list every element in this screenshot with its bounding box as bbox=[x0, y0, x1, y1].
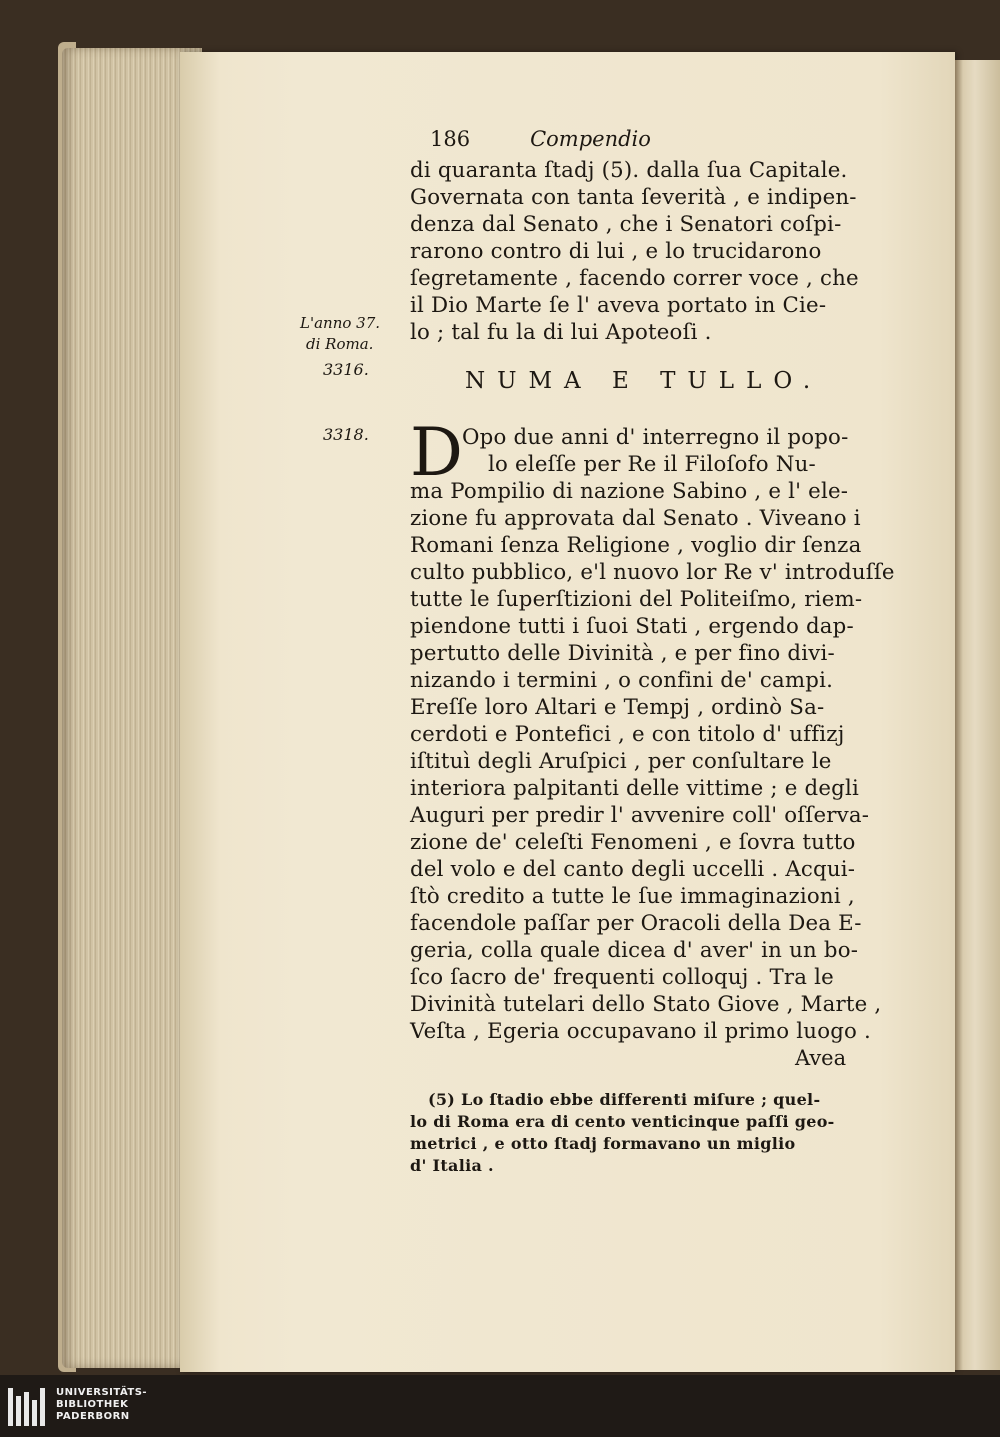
facing-page-edge bbox=[955, 60, 1000, 1370]
body-line: geria, colla quale dicea d' aver' in un bo- bbox=[410, 938, 859, 963]
body-line: zione fu approvata dal Senato . Viveano i bbox=[410, 506, 861, 531]
margin-year: 3316. bbox=[323, 360, 369, 379]
body-line: lo eleſſe per Re il Filoſofo Nu- bbox=[488, 452, 816, 477]
body-line: rarono contro di lui , e lo trucidarono bbox=[410, 239, 822, 264]
running-title: Compendio bbox=[530, 127, 651, 151]
body-line: del volo e del canto degli uccelli . Acqui- bbox=[410, 857, 856, 882]
catchword: Avea bbox=[795, 1046, 847, 1070]
body-line: nizando i termini , o confini de' campi. bbox=[410, 668, 834, 693]
margin-note-rome: di Roma. bbox=[306, 335, 374, 353]
body-line: ſco ſacro de' frequenti colloquj . Tra le bbox=[410, 965, 834, 990]
body-line: Opo due anni d' interregno il popo- bbox=[462, 425, 849, 450]
page-number: 186 bbox=[430, 127, 471, 151]
body-line: ma Pompilio di nazione Sabino , e l' ele- bbox=[410, 479, 849, 504]
body-line: Romani ſenza Religione , voglio dir ſenza bbox=[410, 533, 862, 558]
body-line: zione de' celeſti Fenomeni , e ſovra tutto bbox=[410, 830, 856, 855]
body-line: cerdoti e Pontefici , e con titolo d' uffizj bbox=[410, 722, 845, 747]
body-line: piendone tutti i ſuoi Stati , ergendo dap- bbox=[410, 614, 854, 639]
body-line: pertutto delle Divinità , e per fino divi- bbox=[410, 641, 835, 666]
body-line: Auguri per predir l' avvenire coll' oſſerva- bbox=[410, 803, 870, 828]
body-line: Governata con tanta ſeverità , e indipen- bbox=[410, 185, 857, 210]
footnote-line: lo di Roma era di cento venticinque paſſi geo- bbox=[410, 1112, 835, 1131]
body-line: Divinità tutelari dello Stato Giove , Marte , bbox=[410, 992, 882, 1017]
body-line: culto pubblico, e'l nuovo lor Re v' introduſſe bbox=[410, 560, 895, 585]
body-line: Ereſſe loro Altari e Tempj , ordinò Sa- bbox=[410, 695, 825, 720]
body-line: denza dal Senato , che i Senatori coſpi- bbox=[410, 212, 842, 237]
body-line: ſegretamente , facendo correr voce , che bbox=[410, 266, 859, 291]
running-header bbox=[430, 127, 651, 151]
body-line: tutte le ſuperſtizioni del Politeiſmo, riem- bbox=[410, 587, 863, 612]
body-line: ſtò credito a tutte le ſue immaginazioni , bbox=[410, 884, 855, 909]
logo-line: BIBLIOTHEK bbox=[56, 1399, 129, 1410]
body-line: di quaranta ſtadj (5). dalla ſua Capitale. bbox=[410, 158, 848, 183]
body-line: facendole paſſar per Oracoli della Dea E- bbox=[410, 911, 862, 936]
library-logo-text bbox=[56, 1387, 147, 1423]
section-heading: NUMA E TULLO. bbox=[465, 368, 823, 394]
logo-line: UNIVERSITÄTS- bbox=[56, 1387, 148, 1398]
library-logo-icon bbox=[8, 1388, 52, 1426]
margin-year: 3318. bbox=[323, 425, 369, 444]
drop-cap: D bbox=[410, 414, 463, 491]
body-line: Veſta , Egeria occupavano il primo luogo . bbox=[410, 1019, 872, 1044]
footnote-line: (5) Lo ſtadio ebbe differenti miſure ; quel- bbox=[428, 1090, 821, 1109]
margin-note-year: L'anno 37. bbox=[300, 314, 381, 332]
body-line: il Dio Marte ſe l' aveva portato in Cie- bbox=[410, 293, 827, 318]
logo-line: PADERBORN bbox=[56, 1411, 130, 1422]
body-line: interiora palpitanti delle vittime ; e degli bbox=[410, 776, 860, 801]
footer-strip bbox=[0, 1375, 1000, 1437]
body-line: lo ; tal fu la di lui Apoteoſi . bbox=[410, 320, 712, 345]
footnote-line: d' Italia . bbox=[410, 1156, 494, 1175]
body-line: iſtituì degli Aruſpici , per conſultare le bbox=[410, 749, 832, 774]
footnote-line: metrici , e otto ſtadj formavano un miglio bbox=[410, 1134, 796, 1153]
